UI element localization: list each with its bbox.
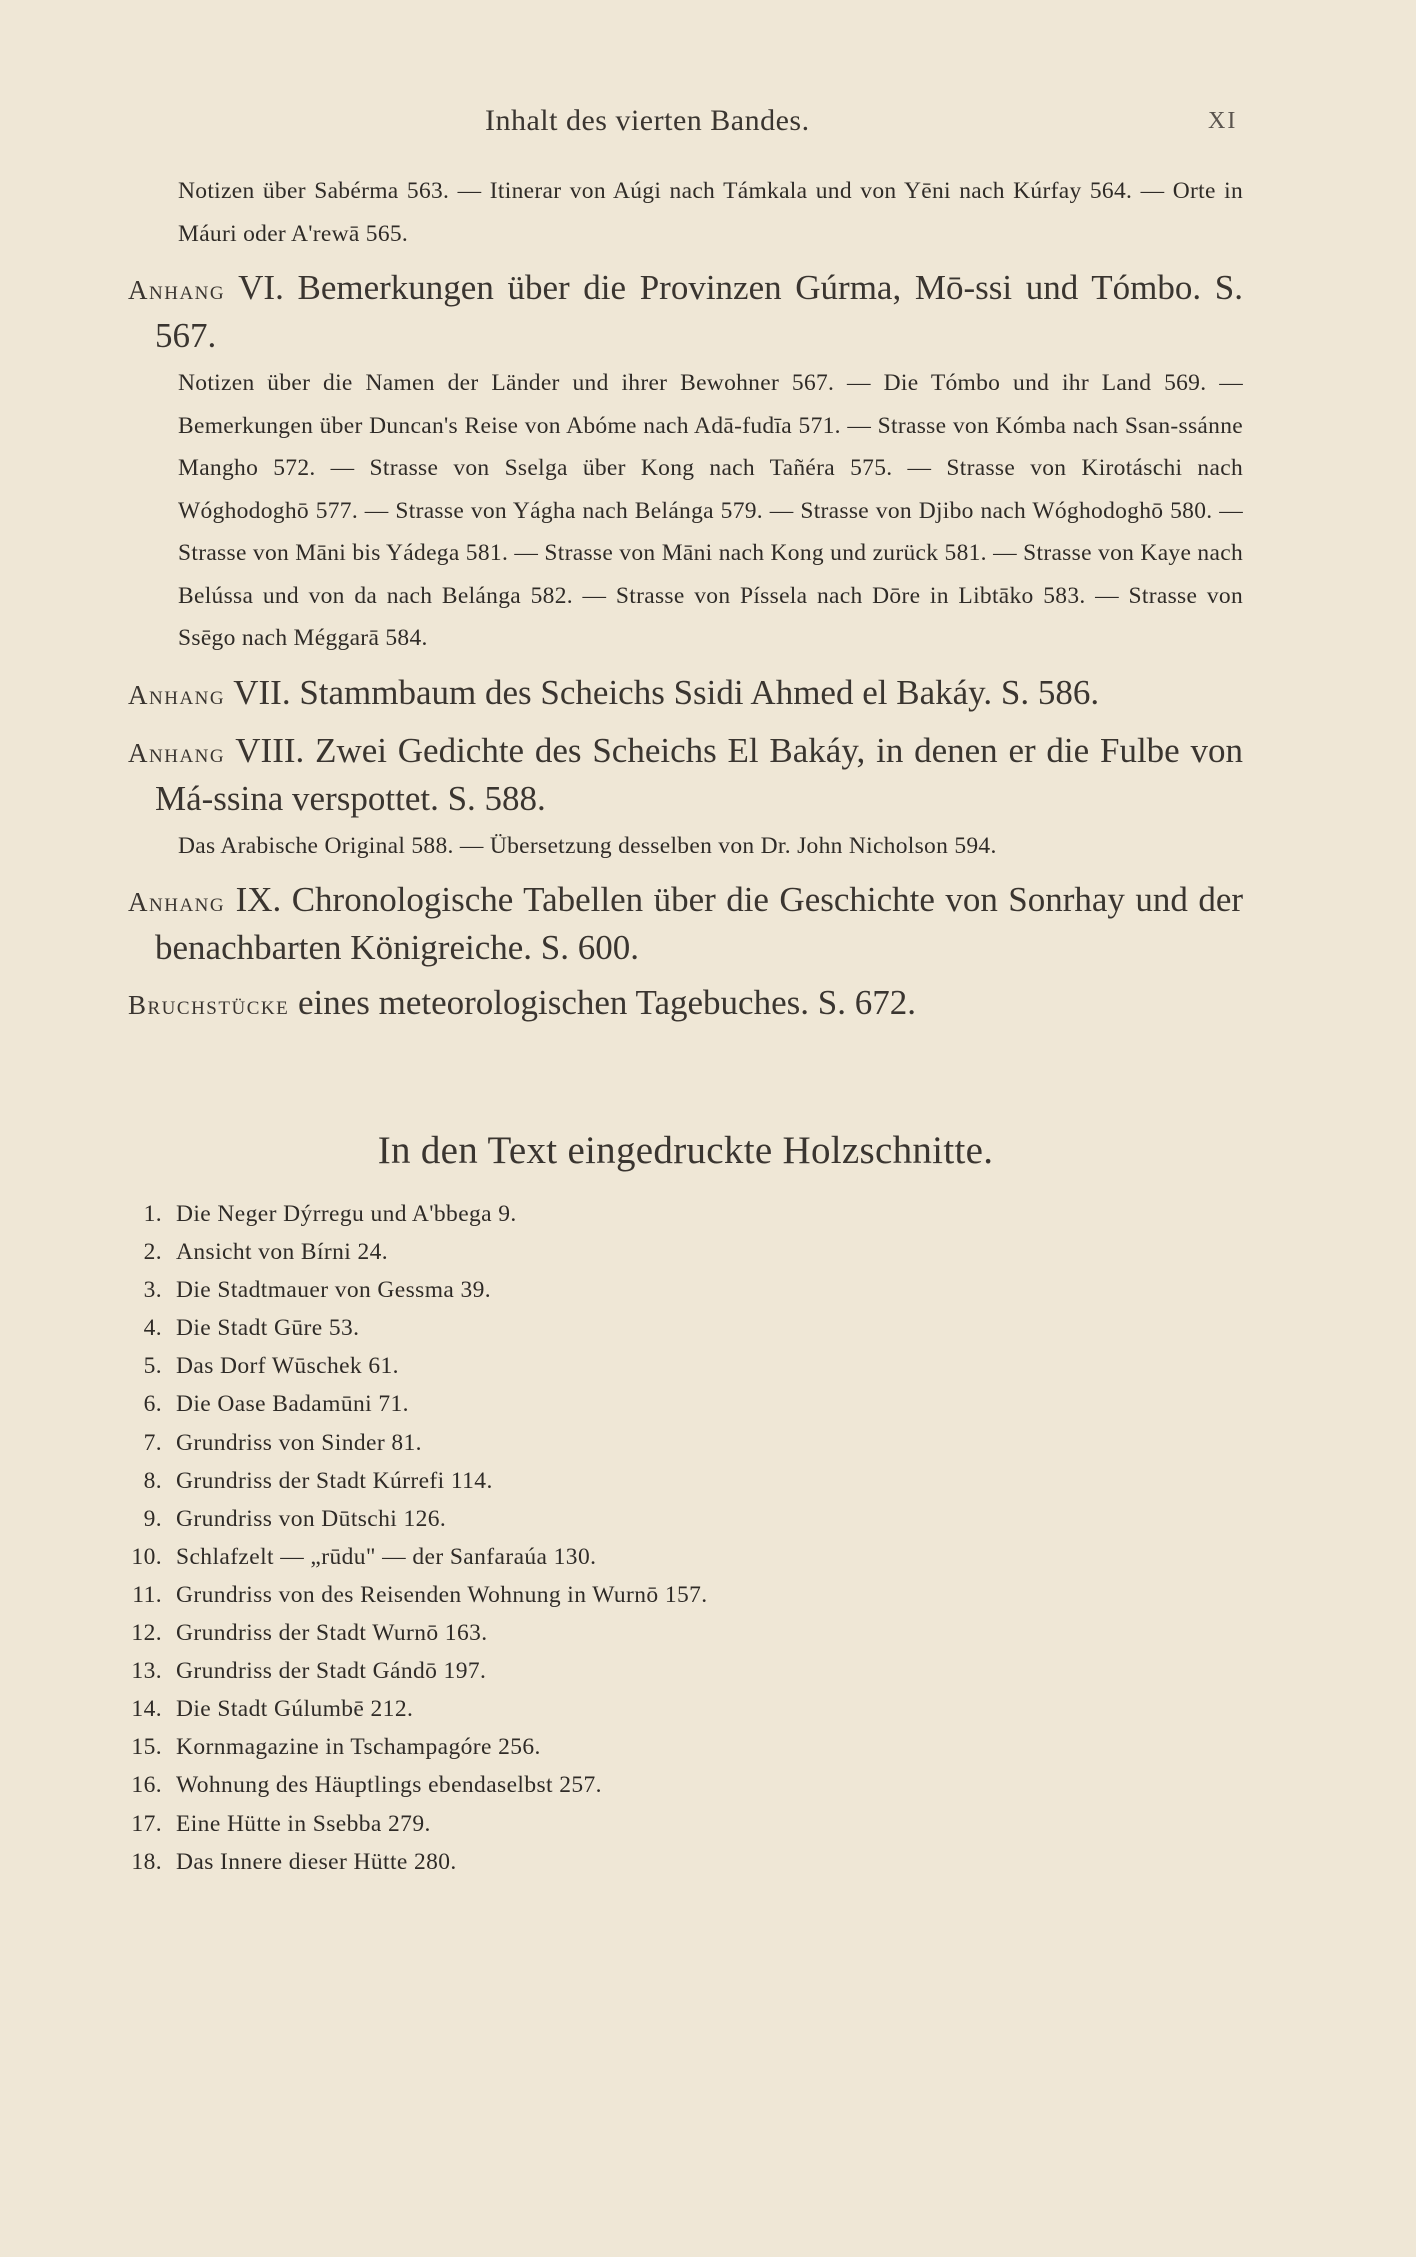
list-item (128, 1500, 1243, 1538)
list-item-text: Grundriss von Dūtschi 126. (176, 1505, 447, 1532)
list-item-number: 8. (143, 1467, 162, 1494)
table-of-contents (128, 170, 1243, 1881)
list-item-number: 12. (131, 1620, 162, 1647)
list-item-text: Die Stadtmauer von Gessma 39. (176, 1277, 492, 1304)
list-item-number: 1. (143, 1201, 162, 1227)
anhang-6-entry (128, 265, 1243, 358)
list-item-text: Die Stadt Gūre 53. (176, 1315, 360, 1342)
list-item-text: Grundriss der Stadt Gándō 197. (176, 1658, 487, 1685)
list-item-text: Das Dorf Wūschek 61. (176, 1353, 399, 1380)
list-item (128, 1462, 1243, 1500)
anhang-6-notes: Notizen über die Namen der Länder und ihrer Bewohner 567. — Die Tómbo und ihr Land 569. — Bemerkungen über Duncan's Reise von Abóme nach Adā-fudīa 571. — Strasse von Kómba nach Ssan-ssánne Mangho 572. — Strasse von Sselga über Kong nach Tañéra 575. — Strasse von Kirotáschi nach Wóghodoghō 577. — Strasse von Yágha nach Belánga 579. — Strasse von Djibo nach Wóghodoghō 580. — Strasse von Māni bis Yádega 581. — Strasse von Māni nach Kong und zurück 581. — Strasse von Kaye nach Belússa und von da nach Belánga 582. — Strasse von Píssela nach Dōre in Libtāko 583. — Strasse von Ssēgo nach Méggarā 584. (178, 370, 1243, 651)
intro-notes: Notizen über Sabérma 563. — Itinerar von Aúgi nach Támkala und von Yēni nach Kúrfay 564. — Orte in Máuri oder A'rewā 565. (178, 178, 1243, 247)
holzschnitte-list (128, 1195, 1243, 1881)
list-item (128, 1805, 1243, 1843)
list-item-number: 15. (131, 1734, 162, 1761)
list-item (128, 1195, 1243, 1233)
list-item (128, 1843, 1243, 1881)
list-item-text: Grundriss von des Reisenden Wohnung in Wurnō 157. (176, 1581, 708, 1608)
list-item-number: 2. (143, 1239, 162, 1266)
list-item (128, 1424, 1243, 1462)
list-item (128, 1271, 1243, 1309)
list-item (128, 1652, 1243, 1690)
list-item-number: 10. (131, 1543, 162, 1570)
list-item-number: 18. (131, 1848, 162, 1875)
list-item-text: Die Stadt Gúlumbē 212. (176, 1696, 414, 1723)
anhang-9-title: Chronologische Tabellen über die Geschichte von Sonrhay und der benachbarten Königreiche. S. 600. (155, 880, 1244, 967)
list-item-number: 16. (131, 1772, 162, 1799)
list-item-text: Das Innere dieser Hütte 280. (176, 1848, 457, 1875)
running-head-title: Inhalt des vierten Bandes. (485, 104, 810, 137)
anhang-9-numeral: IX. (235, 880, 282, 919)
list-item (128, 1614, 1243, 1652)
list-item (128, 1576, 1243, 1614)
list-item-text: Grundriss von Sinder 81. (176, 1429, 422, 1456)
list-item-number: 3. (143, 1277, 162, 1304)
list-item (128, 1538, 1243, 1576)
list-item-number: 7. (143, 1429, 162, 1456)
list-item-text: Eine Hütte in Ssebba 279. (176, 1810, 431, 1837)
bruchstuecke-title: eines meteorologischen Tagebuches. S. 672. (297, 983, 916, 1022)
list-item-text: Wohnung des Häuptlings ebendaselbst 257. (176, 1772, 602, 1799)
anhang-7-title: Stammbaum des Scheichs Ssidi Ahmed el Bakáy. S. 586. (299, 672, 1100, 712)
list-item (128, 1385, 1243, 1423)
list-item (128, 1690, 1243, 1728)
bruchstuecke-entry (128, 980, 1243, 1028)
list-item-number: 4. (143, 1315, 162, 1342)
list-item-text: Grundriss der Stadt Wurnō 163. (176, 1620, 488, 1647)
list-item-text: Die Oase Badamūni 71. (176, 1391, 409, 1418)
anhang-8-label: Anhang (128, 737, 226, 768)
list-item-text: Ansicht von Bírni 24. (176, 1239, 389, 1266)
anhang-9-entry (128, 877, 1243, 970)
list-item (128, 1728, 1243, 1766)
anhang-7-numeral: VII. (233, 672, 291, 712)
list-item (128, 1233, 1243, 1271)
list-item-number: 14. (131, 1696, 162, 1723)
list-item-number: 5. (143, 1353, 162, 1380)
list-item-number: 11. (132, 1581, 162, 1608)
anhang-8-title: Zwei Gedichte des Scheichs El Bakáy, in denen er die Fulbe von Má-ssina verspottet. S. 588. (155, 730, 1243, 818)
list-item-text: Schlafzelt — „rūdu" — der Sanfaraúa 130. (176, 1543, 597, 1570)
anhang-6-numeral: VI. (238, 268, 284, 307)
anhang-8-numeral: VIII. (235, 730, 305, 770)
list-item-text: Grundriss der Stadt Kúrrefi 114. (176, 1467, 493, 1494)
list-item-text: Die Neger Dýrregu und A'bbega 9. (176, 1201, 517, 1227)
list-item (128, 1309, 1243, 1347)
anhang-9-label: Anhang (128, 887, 226, 917)
list-item-number: 13. (131, 1658, 162, 1685)
holzschnitte-heading: In den Text eingedruckte Holzschnitte. (377, 1129, 994, 1172)
list-item-text: Kornmagazine in Tschampagóre 256. (176, 1734, 541, 1761)
list-item (128, 1347, 1243, 1385)
running-head (0, 104, 1416, 144)
anhang-6-label: Anhang (128, 275, 226, 305)
anhang-8-entry (128, 728, 1243, 821)
list-item-number: 6. (143, 1391, 162, 1418)
list-item (128, 1766, 1243, 1804)
anhang-8-notes: Das Arabische Original 588. — Übersetzung desselben von Dr. John Nicholson 594. (178, 832, 997, 859)
anhang-7-label: Anhang (128, 679, 226, 710)
bruchstuecke-label: Bruchstücke (128, 990, 290, 1020)
list-item-number: 9. (143, 1505, 162, 1532)
anhang-7-entry (128, 670, 1243, 718)
list-item-number: 17. (131, 1810, 162, 1837)
page-number: XI (1208, 108, 1238, 134)
anhang-6-title: Bemerkungen über die Provinzen Gúrma, Mō-ssi und Tómbo. S. 567. (155, 268, 1244, 355)
